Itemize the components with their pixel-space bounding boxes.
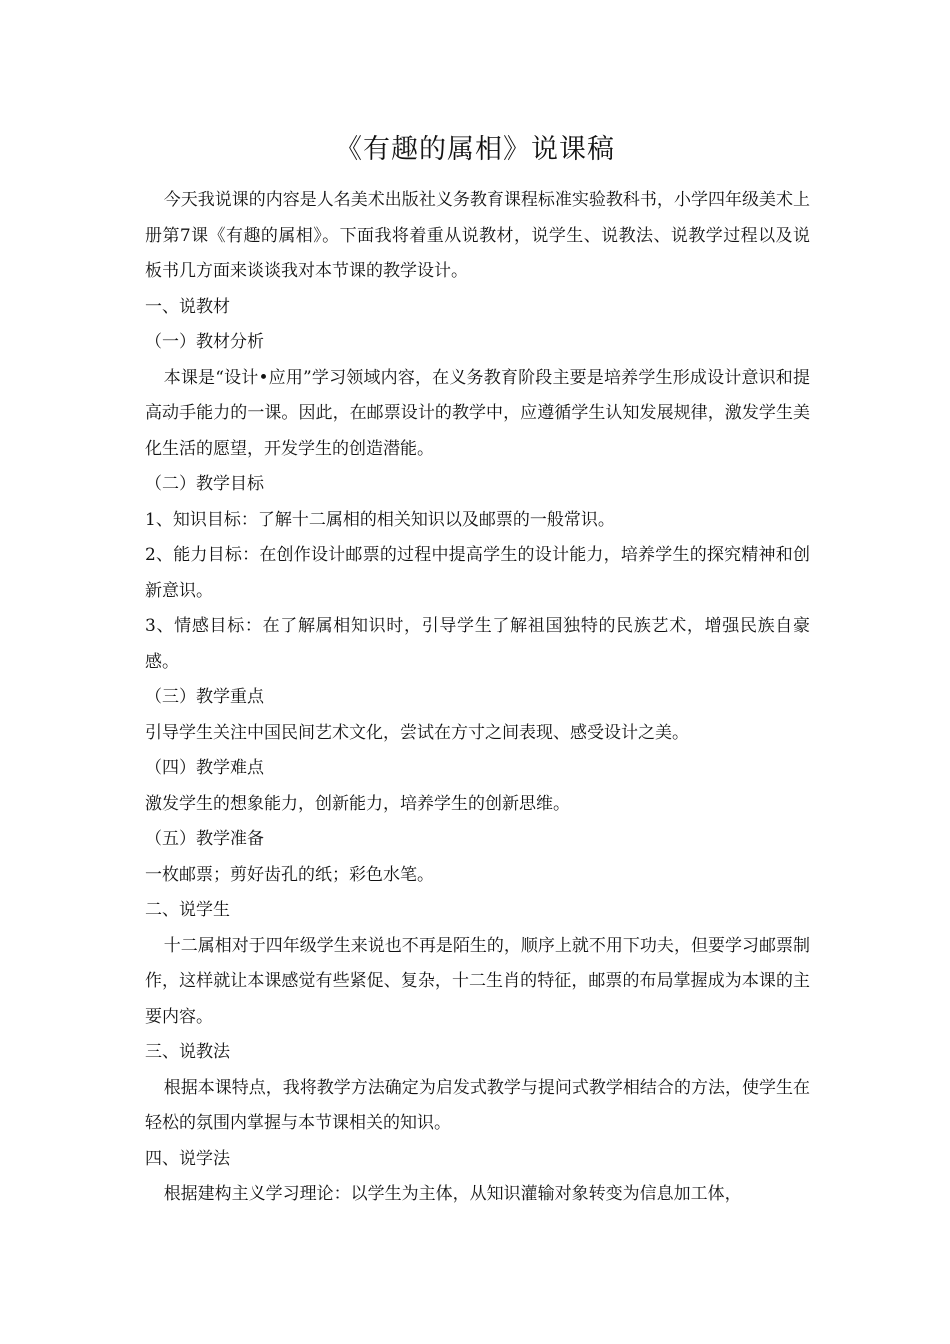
goal-knowledge: 1、知识目标：了解十二属相的相关知识以及邮票的一般常识。 bbox=[145, 509, 615, 530]
section-heading-textbook: 一、说教材 bbox=[145, 296, 230, 317]
subsection-heading-difficulties: （四）教学难点 bbox=[145, 758, 264, 778]
document-body bbox=[145, 183, 810, 1213]
analysis-paragraph: 本课是“设计•应用”学习领域内容，在义务教育阶段主要是培养学生形成设计意识和提高动手能力的一课。因此，在邮票设计的教学中，应遵循学生认知发展规律，激发学生美化生活的愿望，开发学生的创造潜能。 bbox=[145, 367, 810, 459]
goal-emotion: 3、情感目标：在了解属相知识时，引导学生了解祖国独特的民族艺术，增强民族自豪感。 bbox=[145, 616, 810, 672]
subsection-heading-preparation: （五）教学准备 bbox=[145, 829, 264, 849]
document-title: 《有趣的属相》说课稿 bbox=[335, 134, 615, 165]
section-heading-learning-method: 四、说学法 bbox=[145, 1148, 230, 1169]
subsection-heading-key-points: （三）教学重点 bbox=[145, 687, 264, 707]
goal-ability: 2、能力目标：在创作设计邮票的过程中提高学生的设计能力，培养学生的探究精神和创新意识。 bbox=[145, 545, 810, 601]
intro-paragraph: 今天我说课的内容是人名美术出版社义务教育课程标准实验教科书，小学四年级美术上册第7课《有趣的属相》。下面我将着重从说教材，说学生、说教法、说教学过程以及说板书几方面来谈谈我对本节课的教学设计。 bbox=[145, 190, 810, 281]
preparation-paragraph: 一枚邮票；剪好齿孔的纸；彩色水笔。 bbox=[145, 864, 434, 885]
subsection-heading-analysis: （一）教材分析 bbox=[145, 332, 264, 352]
key-points-paragraph: 引导学生关注中国民间艺术文化，尝试在方寸之间表现、感受设计之美。 bbox=[145, 722, 689, 743]
section-heading-teaching-method: 三、说教法 bbox=[145, 1042, 230, 1062]
subsection-heading-goals: （二）教学目标 bbox=[145, 474, 264, 494]
learning-method-paragraph: 根据建构主义学习理论：以学生为主体，从知识灌输对象转变为信息加工体， bbox=[163, 1184, 742, 1204]
section-heading-students: 二、说学生 bbox=[145, 900, 230, 920]
teaching-method-paragraph: 根据本课特点，我将教学方法确定为启发式教学与提问式教学相结合的方法，使学生在轻松的氛围内掌握与本节课相关的知识。 bbox=[145, 1077, 810, 1133]
students-paragraph: 十二属相对于四年级学生来说也不再是陌生的，顺序上就不用下功夫，但要学习邮票制作，这样就让本课感觉有些紧促、复杂，十二生肖的特征，邮票的布局掌握成为本课的主要内容。 bbox=[145, 935, 810, 1027]
difficulties-paragraph: 激发学生的想象能力，创新能力，培养学生的创新思维。 bbox=[145, 793, 570, 814]
